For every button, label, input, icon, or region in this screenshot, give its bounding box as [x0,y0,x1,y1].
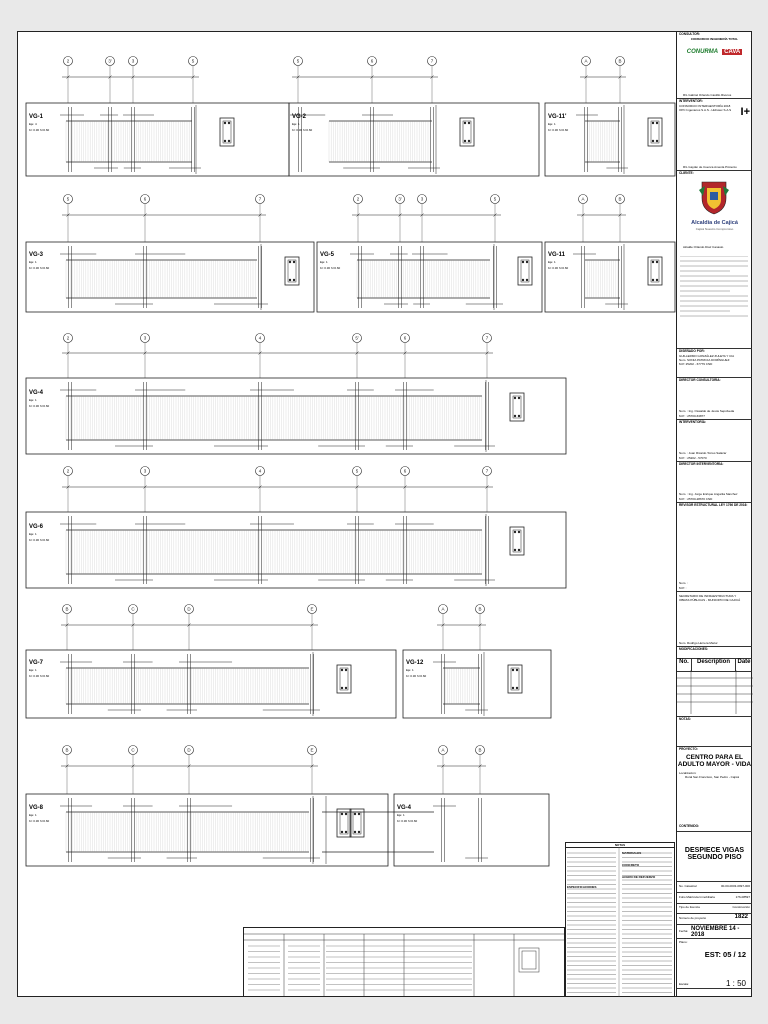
beam-panel-vg4 [26,378,566,454]
director-consultoria-nom: Nom. : Ing. Oswaldo de Jesús Sepúlveda [679,409,735,413]
title-block [676,31,752,997]
designed-by-line3: M.P. 25202 - 67779 CND [679,362,713,366]
client-slogan: Cajicá Nuestro Compromiso [695,227,734,231]
beam-name: VG-3 [29,252,44,258]
beam-name: VG-8 [29,805,44,811]
axis-label: 3' [398,196,402,202]
modifications-header: MODIFICACIONES: [679,647,709,651]
date-row [677,924,752,939]
consultant-rep: R/L Gabriel Orlando Castillo Riveros [683,93,732,97]
licencia-value: Construcción [732,905,750,909]
revisor-nom: Nom. : [679,581,688,585]
beam-dimensions: b= 0.30 h=0.60 [29,819,50,823]
revisor-header: REVISOR ESTRUCTURAL LEY 1796 DE 2016: [679,503,748,507]
beam-axis: Eje: 1 [548,260,556,264]
beam-name: VG-6 [29,524,44,530]
axis-label: 2 [356,196,360,202]
axis-label: B [65,747,69,753]
axis-label: B [478,606,482,612]
catastral-value: 00-00-0003-0997-000 [720,884,750,888]
beam-panel-vg6 [26,512,566,588]
interventor-header: INTERVENTOR: [679,99,703,103]
scale-label: Escala: [679,982,689,986]
axis-label: 6 [370,58,374,64]
notes-header: NOTAS: [679,717,691,721]
consultant-header: CONSULTOR: [679,32,700,36]
beam-name: VG-12 [406,660,424,666]
content-section [677,831,752,882]
beam-label-vg4b [397,805,417,823]
beam-label-vg12 [406,660,426,678]
beam-axis: Eje: 1 [29,532,37,536]
interventoria-mp: M.P. : 25202 - 57070 [679,456,707,460]
axis-label: 2 [66,58,70,64]
designed-by-line2: Nom. SONIA PATRICIA DOMÍNGUEZ [679,358,730,362]
project-number-label: Número de proyecto [679,916,707,920]
secretario-line2: OBRAS PÚBLICAS - MUNICIPIO DE CAJICÁ [679,598,741,602]
beam-axis: Eje: 1 [406,668,414,672]
beam-dimensions: b= 0.30 h=0.60 [29,674,50,678]
beam-dimensions: b= 0.30 h=0.60 [397,819,418,823]
beam-dimensions: b= 0.30 h=0.60 [406,674,427,678]
axis-label: 2 [66,468,70,474]
axis-label: 3 [143,468,147,474]
beam-label-vg1 [29,114,49,132]
notes-section [677,716,752,747]
beam-panel-vg8 [26,794,388,866]
notes-box [565,842,675,997]
interventor-rep: R/L Gaytán de Cuenca Amenla Pimiento [683,165,737,169]
plan-value: EST: 05 / 12 [704,950,746,959]
axis-label: A [584,58,588,64]
beam-label-vg3 [29,252,49,270]
date-value: NOVIEMBRE 14 - 2018 [691,926,740,938]
axis-label: 5 [296,58,300,64]
beam-dimensions: b= 0.30 h=0.60 [29,266,50,270]
content-header: CONTENIDO: [679,824,700,828]
axis-label: D [187,606,191,612]
beam-label-vg7 [29,660,49,678]
director-consultoria-section [677,377,752,420]
beam-label-vg6 [29,524,49,542]
consultant-section [677,31,752,99]
axis-label: B [618,196,622,202]
beam-axis: Eje: 1 [29,668,37,672]
beam-axis: Eje: 4 [29,122,37,126]
axis-label: 3' [108,58,112,64]
revisor-mp: M.P. : [679,586,687,590]
designed-by-header: DISEÑADO POR: [679,349,705,353]
client-header: CLIENTE: [679,171,694,175]
beam-axis: Eje: 1 [29,813,37,817]
axis-label: 3 [420,196,424,202]
axis-label: B [618,58,622,64]
consultant-name: CONSORCIO INGENIERÍA TOTAL [690,37,739,41]
interventoria-section [677,419,752,462]
modifications-grid [677,670,753,714]
axis-label: 2 [66,335,70,341]
axis-label: 6 [143,196,147,202]
notes-box-steel: ACERO DE REFUERZO [622,875,656,879]
beam-label-vg5 [320,252,340,270]
revisor-section [677,502,752,592]
beam-name: VG-2 [292,114,307,120]
axis-label: 4 [258,335,262,341]
beam-axis: Eje: 1 [320,260,328,264]
director-consultoria-mp: M.P. : 25700-63877 [679,414,705,418]
interventor-line1: CONSORCIO INTERGENTORÍA 2018 [679,104,731,108]
beam-label-vg11p [548,114,568,132]
interventoria-nom: Nom. : Juan Ricardo Torres Salazar [679,451,727,455]
secretario-line1: SECRETARIO DE INFRAESTRUCTURA Y [679,594,737,598]
director-consultoria-header: DIRECTOR CONSULTORÍA: [679,378,721,382]
client-mayor: Alcalde Orlando Díaz Canasto [683,245,724,249]
director-interventoria-header: DIRECTOR INTERVENTORÍA: [679,462,724,466]
designed-by-section [677,348,752,378]
project-name-2: ADULTO MAYOR - VIDA [677,761,752,768]
project-name-1: CENTRO PARA EL [685,754,744,761]
notes-box-specs: ESPECIFICACIONES [567,885,597,889]
beam-dimensions: b= 0.30 h=0.60 [29,538,50,542]
legend-table [243,927,565,997]
beam-axis: Eje: 1 [29,260,37,264]
notes-box-title: NOTAS [566,843,674,848]
interventoria-header: INTERVENTORÍA: [679,420,706,424]
axis-label: B [65,606,69,612]
mod-col-desc: Description [692,659,736,671]
beam-name: VG-4 [29,390,44,396]
beam-name: VG-11 [548,252,566,258]
content-title-2: SEGUNDO PISO [687,854,742,861]
director-interventoria-nom: Nom. : Ing. Jorge Enrique Angarita Sánchez [679,492,738,496]
catastral-label: No. Catastral [679,884,697,888]
beam-dimensions: b= 0.30 h=0.60 [548,266,569,270]
project-number-value: 1822 [734,914,748,920]
axis-label: B [478,747,482,753]
beam-axis: Eje: 1 [29,398,37,402]
axis-label: 5' [355,335,359,341]
axis-label: 6 [403,335,407,341]
notes-box-concrete: CONCRETO [622,863,640,867]
axis-label: C [131,747,135,753]
beam-name: VG-7 [29,660,44,666]
beam-dimensions: b= 0.30 h=0.60 [29,128,50,132]
beam-dimensions: b= 0.30 h=0.60 [548,128,569,132]
matricula-label: Folio Matrícula Inmobiliaria [679,895,715,899]
client-text-lines [680,256,750,326]
axis-label: 3 [131,58,135,64]
project-header: PROYECTO: [679,747,698,751]
beam-label-vg8 [29,805,49,823]
scale-value: 1 : 50 [725,979,746,988]
beam-label-vg11 [548,252,568,270]
beam-dimensions: b= 0.30 h=0.60 [29,404,50,408]
content-title-1: DESPIECE VIGAS [684,847,745,854]
designed-by-line1: GUILLERMO GONZÁLEZ ZULETA Y CIA [679,354,735,358]
cajica-coat-of-arms-icon [699,178,729,216]
mod-col-date: Date [737,659,751,665]
axis-label: 5 [355,468,359,474]
axis-label: 6 [403,468,407,474]
director-interventoria-section [677,461,752,503]
beam-name: VG-1 [29,114,44,120]
plan-row [677,938,752,989]
secretario-nom: Nom. Rodrigo Herrera Mazur [679,641,718,645]
director-interventoria-mp: M.P. : 25700-28670 CND [679,497,713,501]
axis-label: E [310,606,314,612]
interventor-logo: I+ [740,106,750,118]
axis-label: 5 [66,196,70,202]
interventor-line2: OPC Ingenieros S.A.S - Hidrotec S.A.S [679,108,732,112]
date-label: Fecha: [679,929,689,933]
axis-label: 7 [258,196,262,202]
beam-name: VG-4 [397,805,412,811]
beam-panel-vg3 [26,242,314,312]
beam-panel-vg7 [26,650,396,718]
modifications-section [677,646,752,717]
interventor-section [677,98,752,171]
secretario-section [677,591,752,647]
axis-label: 4 [258,468,262,474]
project-loc: Rural San Francisco, San Pedro - Cajicá [685,775,740,779]
axis-label: 3 [143,335,147,341]
beam-dimensions: b= 0.30 h=0.60 [320,266,341,270]
axis-label: 7 [485,468,489,474]
beam-panel-vg1 [26,103,289,176]
conurma-logo: CONURMA [686,49,719,55]
beam-dimensions: b= 0.30 h=0.60 [292,128,313,132]
beam-name: VG-5 [320,252,335,258]
beam-axis: Eje: 1 [397,813,405,817]
axis-label: A [441,606,445,612]
notes-box-materials: MATERIALES [622,851,642,855]
axis-label: A [581,196,585,202]
notes-box-lines [566,847,674,997]
beam-axis: Eje: 1 [548,122,556,126]
legend-table-grid [244,928,564,996]
cava-logo: CAVA [724,49,741,55]
axis-label: 7 [430,58,434,64]
matricula-value: 176-08597 [735,895,750,899]
beam-panel-vg4b [394,794,549,866]
beam-label-vg4 [29,390,49,408]
axis-label: C [131,606,135,612]
beam-panel-vg2 [289,103,539,176]
axis-label: E [310,747,314,753]
licencia-label: Tipo de licencia [679,905,700,909]
axis-label: 7 [485,335,489,341]
beam-panel-vg5 [317,242,542,312]
axis-label: 5 [191,58,195,64]
client-section [677,170,752,349]
beam-label-vg2 [292,114,312,132]
project-loc-label: Localización: [679,771,697,775]
mod-col-no: No. [677,659,692,671]
beam-axis: Eje: 1 [292,122,300,126]
axis-label: D [187,747,191,753]
axis-label: A [441,747,445,753]
axis-label: 5 [493,196,497,202]
plan-label: Plano: [679,940,688,944]
project-section [677,746,752,832]
client-name: Alcaldía de Cajicá [691,220,738,226]
beam-name: VG-11' [548,114,567,120]
